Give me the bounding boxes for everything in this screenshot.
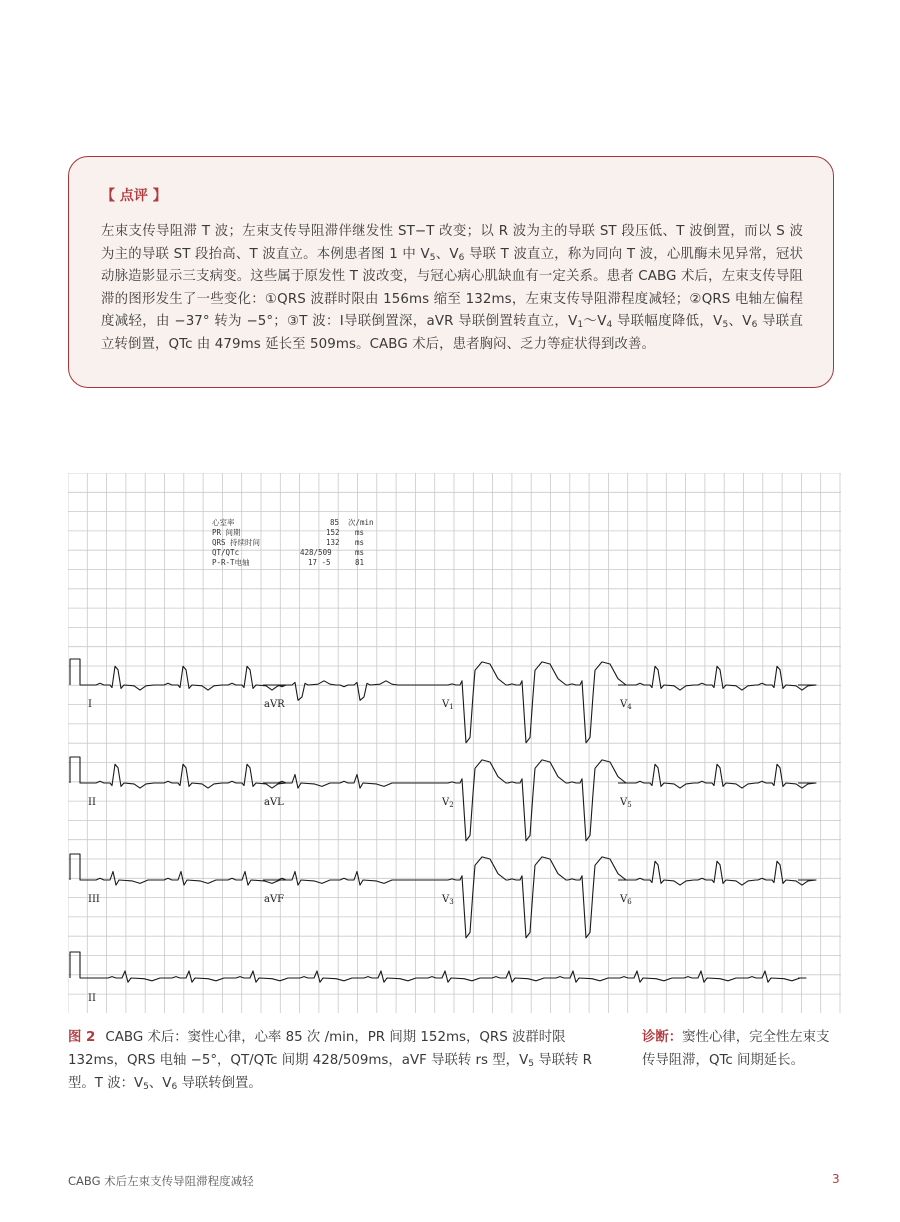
ecg-lead-trace — [86, 666, 286, 690]
meas-label-rate: 心室率 — [212, 518, 235, 527]
lead-label-III: III — [88, 894, 100, 905]
subscript: 6 — [458, 252, 465, 263]
calibration-pulse — [70, 952, 86, 978]
lead-label-V3: $V_3$ — [442, 894, 454, 906]
meas-unit-pr: ms — [355, 528, 365, 537]
ecg-lead-trace — [618, 764, 816, 788]
subscript: 5 — [528, 1059, 534, 1069]
ecg-figure — [68, 473, 841, 1013]
comment-title: 【 点评 】 — [101, 188, 167, 204]
comment-body — [101, 221, 803, 357]
comment-text: 、V — [435, 246, 459, 262]
subscript: 5 — [143, 1082, 149, 1092]
calibration-pulse — [70, 854, 86, 880]
ecg-lead-trace — [618, 666, 816, 690]
subscript: 1 — [577, 320, 584, 331]
ecg-lead-trace — [86, 764, 286, 788]
meas-label-pr: PR 间期 — [212, 528, 241, 537]
ecg-lead-trace — [440, 760, 626, 841]
ecg-lead-trace — [263, 681, 440, 701]
comment-text: 导联 T 波直立，称为同向 T 波，心肌酶未见异常，冠状动脉造影显示三支病变。这些属于原发性 T 波改变，与冠心病心肌缺血有一定关系。患者 CABG 术后，左束支传导阻滞的图形发生了一些变化：①QRS 波群时限由 156ms 缩至 132ms，左束支传导阻滞程度减轻；②QRS 电轴左偏程度减轻，由 −37° 转为 −5°；③T 波：Ⅰ导联倒置深，aVR 导联倒置转直立，V — [101, 246, 803, 330]
meas-value-qt: 428/509 — [300, 548, 332, 557]
caption-text: CABG 术后：窦性心律，心率 85 次 /min，PR 间期 152ms，QRS 波群时限 132ms，QRS 电轴 −5°，QT/QTc 间期 428/509ms，aVF 导联转 rs 型，V — [68, 1030, 566, 1068]
comment-text: 左束支传导阻滞 T 波；左束支传导阻滞伴继发性 ST−T 改变；以 R 波为主的导联 ST 段压低、T 波倒置，而以 S 波为主的导联 ST 段抬高、T 波直立。本例患者图 1 中 V — [101, 224, 803, 262]
meas-label-qt: QT/QTc — [212, 548, 240, 557]
meas-unit-rate: 次/min — [348, 518, 374, 527]
ecg-image — [68, 473, 841, 1013]
meas-value-qrs: 132 — [326, 538, 340, 547]
diagnosis — [642, 1026, 842, 1072]
lead-label-V4: $V_4$ — [620, 699, 632, 711]
comment-text: ～V — [583, 314, 607, 330]
lead-label-aVR: aVR — [264, 699, 285, 710]
lead-label-V6: $V_6$ — [620, 894, 632, 906]
lead-label-V2: $V_2$ — [442, 797, 454, 809]
diagnosis-label: 诊断： — [642, 1030, 683, 1045]
footer-title: CABG 术后左束支传导阻滞程度减轻 — [68, 1174, 254, 1188]
lead-label-aVL: aVL — [264, 797, 284, 808]
meas-label-qrs: QRS 持续时间 — [212, 538, 261, 547]
comment-text: 导联直立转倒置，QTc 由 479ms 延长至 509ms。CABG 术后，患者胸闷、乏力等症状得到改善。 — [101, 314, 803, 352]
subscript: 5 — [722, 320, 729, 331]
comment-text: 导联幅度降低，V — [612, 314, 723, 330]
meas-value-rate: 85 — [330, 518, 340, 527]
subscript: 4 — [606, 320, 613, 331]
measurement-table — [212, 517, 374, 567]
subscript: 5 — [429, 252, 436, 263]
lead-label-V5: $V_5$ — [620, 797, 632, 809]
lead-label-aVF: aVF — [264, 894, 285, 905]
meas-unit-qt: ms — [355, 548, 365, 557]
comment-text: 、V — [728, 314, 752, 330]
lead-label-II: II — [88, 797, 96, 808]
lead-label-II-rhythm: II — [88, 993, 96, 1004]
meas-unit-qrs: ms — [355, 538, 365, 547]
calibration-pulse — [70, 757, 86, 783]
figure-label: 图 2 — [68, 1030, 96, 1045]
figure-caption — [68, 1026, 613, 1095]
comment-box — [68, 156, 834, 388]
meas-value-pr: 152 — [326, 528, 340, 537]
caption-text: 导联转倒置。 — [177, 1076, 262, 1091]
ecg-lead-trace — [618, 861, 816, 885]
caption-text: 、V — [148, 1076, 172, 1091]
meas-value-axis: 17 -5 — [308, 558, 331, 567]
calibration-pulse — [70, 659, 86, 685]
ecg-grid — [68, 473, 841, 1013]
page-number: 3 — [832, 1172, 840, 1186]
ecg-lead-trace — [440, 662, 626, 743]
lead-label-I: I — [88, 699, 92, 710]
diagnosis-text: 窦性心律，完全性左束支传导阻滞，QTc 间期延长。 — [642, 1030, 830, 1068]
subscript: 6 — [751, 320, 758, 331]
ecg-lead-trace — [263, 775, 440, 789]
caption-text: 导联转 R 型。T 波：V — [68, 1053, 592, 1091]
meas-label-axis: P-R-T电轴 — [212, 558, 250, 567]
subscript: 6 — [171, 1082, 178, 1092]
ecg-rhythm-trace — [86, 971, 806, 982]
lead-label-V1: $V_1$ — [442, 699, 454, 711]
meas-unit-axis: 81 — [355, 558, 365, 567]
